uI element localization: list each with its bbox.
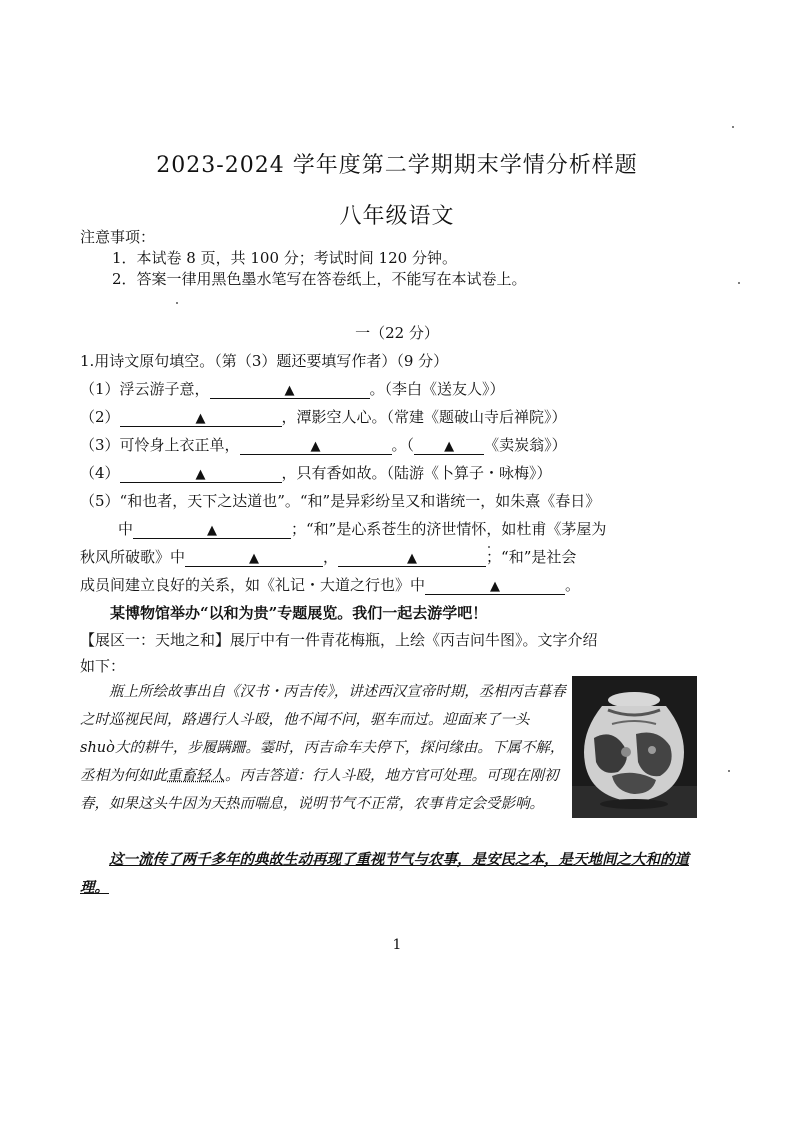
fill-line-4-text-a: （4） — [80, 464, 120, 482]
fill-line-1-text-b: 。（李白《送友人》） — [369, 380, 505, 398]
answer-blank-4[interactable] — [120, 464, 282, 483]
fill-line-6-text-a: 中 — [118, 520, 134, 538]
answer-blank-1[interactable] — [210, 380, 370, 399]
scan-speck — [728, 770, 730, 772]
blank-marker-icon: ▲ — [444, 439, 455, 454]
fill-line-3-text-c: 《卖炭翁》） — [484, 436, 567, 454]
exhibit-intro: 某博物馆举办“以和为贵”专题展览。我们一起去游学吧！ — [110, 604, 488, 622]
notice-item-1: 1．本试卷 8 页，共 100 分；考试时间 120 分钟。 — [112, 249, 457, 267]
fill-line-7-text-a: 秋风所破歌》中 — [80, 548, 186, 566]
blank-marker-icon: ▲ — [284, 383, 295, 398]
blank-marker-icon: ▲ — [195, 411, 206, 426]
blank-marker-icon: ▲ — [490, 579, 501, 594]
exam-subtitle: 八年级语文 — [339, 204, 455, 229]
story-emphasis: 重畜轻人 — [167, 768, 225, 784]
answer-blank-5d[interactable] — [425, 576, 565, 595]
blank-marker-icon: ▲ — [207, 523, 218, 538]
fill-line-8-text-b: 。 — [565, 576, 581, 594]
section-heading: 一（22 分） — [355, 324, 439, 342]
answer-blank-5a[interactable] — [133, 520, 291, 539]
notice-heading: 注意事项： — [80, 228, 156, 246]
answer-blank-5b[interactable] — [185, 548, 323, 567]
blank-marker-icon: ▲ — [249, 551, 260, 566]
blank-marker-icon: ▲ — [195, 467, 206, 482]
story-passage — [80, 678, 566, 818]
fill-line-5: （5）“和也者，天下之达道也”。“和”是异彩纷呈又和谐统一，如朱熹《春日》 — [80, 492, 601, 510]
fill-line-6-text-b: ；“和”是心系苍生的济世情怀，如杜甫《茅屋为 — [291, 520, 607, 538]
exhibit-zone-line-2: 如下： — [80, 657, 126, 675]
fill-line-2-text-a: （2） — [80, 408, 120, 426]
fill-line-2-text-b: ，潭影空人心。（常建《题破山寺后禅院》） — [281, 408, 567, 426]
scan-speck — [732, 126, 734, 128]
fill-line-3-text-a: （3）可怜身上衣正单， — [80, 436, 240, 454]
fill-line-8 — [80, 574, 580, 595]
vase-photo — [572, 676, 697, 818]
fill-line-1 — [80, 378, 505, 399]
fill-line-4 — [80, 462, 552, 483]
exam-title: 2023-2024 学年度第二学期期末学情分析样题 — [156, 153, 638, 178]
fill-line-7 — [80, 546, 576, 567]
blank-marker-icon: ▲ — [407, 551, 418, 566]
story-text-1: 瓶上所绘故事出自《汉书・丙吉传》，讲述西汉宣帝时期，丞相丙吉暮春之时巡视民间，路遇行人斗殴，他不闻不问，驱车而过。迎面来了一头 shuò大的耕牛，步履蹒跚。霎时，丙吉命车夫停下，探问缘由。下属不解，丞相为何如此 — [80, 684, 566, 784]
fill-line-8-text-a: 成员间建立良好的关系，如《礼记・大道之行也》中 — [80, 576, 426, 594]
blank-marker-icon: ▲ — [310, 439, 321, 454]
blue-white-vase-image — [572, 676, 697, 818]
answer-blank-3-author[interactable] — [414, 436, 484, 455]
answer-blank-3[interactable] — [240, 436, 392, 455]
question-1-stem: 1.用诗文原句填空。（第（3）题还要填写作者）（9 分） — [80, 352, 449, 370]
story-text-2: 。丙吉答道：行人斗殴，地方官可处理。可现在刚初春，如果这头牛因为天热而喘息，说明节气不正常，农事肯定会受影响。 — [80, 768, 559, 812]
fill-line-4-text-b: ，只有香如故。（陆游《卜算子・咏梅》） — [281, 464, 552, 482]
fill-line-3-text-b: 。（ — [391, 436, 415, 454]
story-conclusion-text: 这一流传了两千多年的典故生动再现了重视节气与农事，是安民之本，是天地间之大和的道理。 — [80, 851, 689, 896]
scan-speck — [488, 546, 490, 548]
fill-line-2 — [80, 406, 567, 427]
answer-blank-5c[interactable] — [338, 548, 486, 567]
scan-speck — [738, 282, 740, 284]
exhibit-zone-line-1: 【展区一：天地之和】展厅中有一件青花梅瓶，上绘《丙吉问牛图》。文字介绍 — [80, 631, 598, 649]
notice-item-2: 2．答案一律用黑色墨水笔写在答卷纸上，不能写在本试卷上。 — [112, 270, 527, 288]
fill-line-3 — [80, 434, 567, 455]
fill-line-7-text-c: ；“和”是社会 — [486, 548, 577, 566]
fill-line-1-text-a: （1）浮云游子意， — [80, 380, 210, 398]
page-number: 1 — [392, 937, 402, 953]
answer-blank-2[interactable] — [120, 408, 282, 427]
fill-line-7-text-b: ， — [323, 548, 339, 566]
story-conclusion — [80, 846, 710, 902]
scan-speck — [176, 302, 178, 304]
fill-line-6 — [118, 518, 606, 539]
